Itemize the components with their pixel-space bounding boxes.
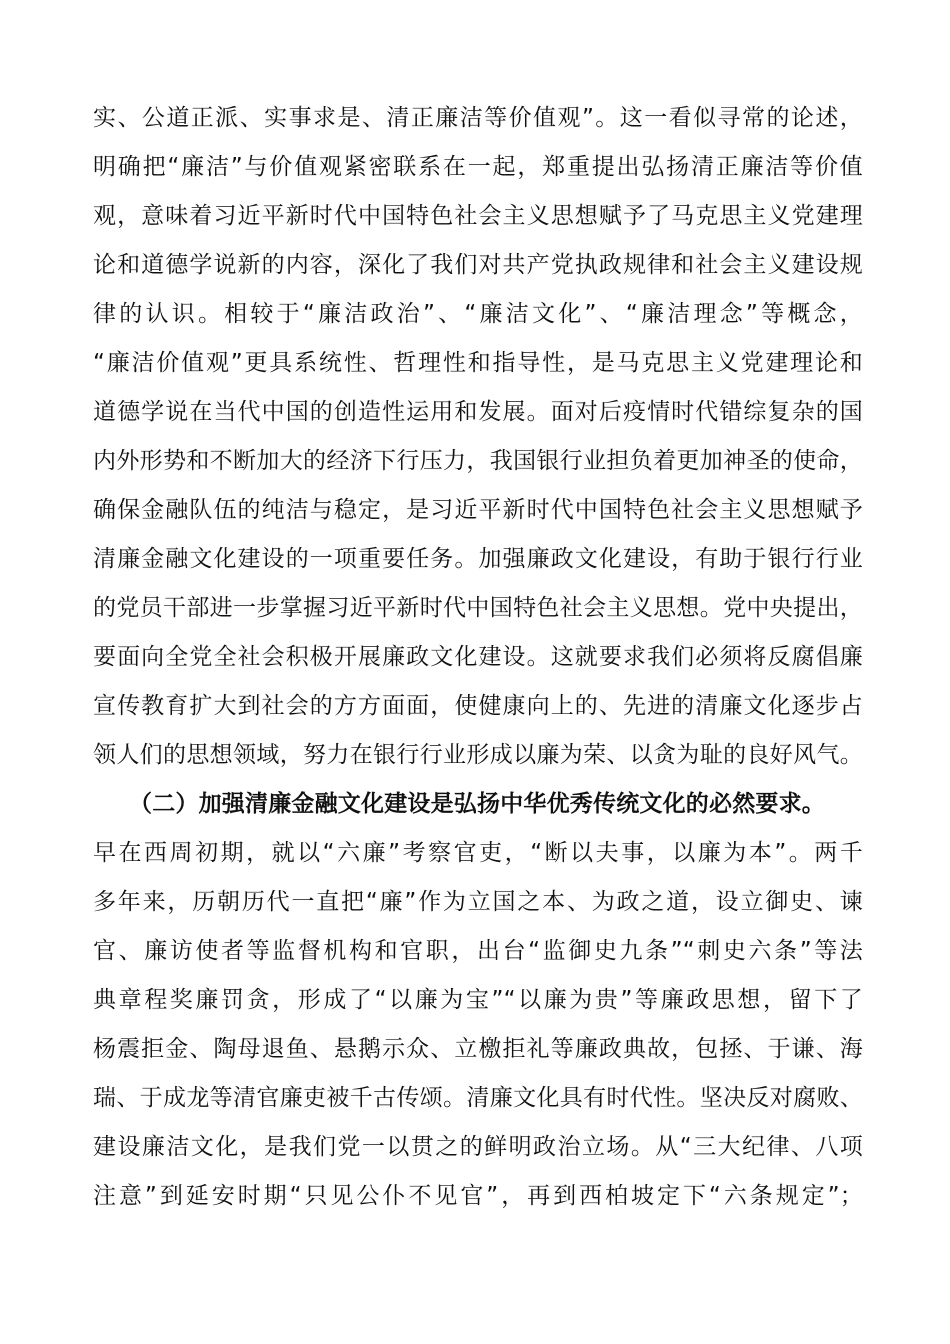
section-heading: （二）加强清廉金融文化建设是弘扬中华优秀传统文化的必然要求。 [129, 791, 825, 817]
paragraph-2-line: 多年来，历朝历代一直把“廉”作为立国之本、为政之道，设立御史、谏 [93, 889, 863, 915]
paragraph-2-line: 瑞、于成龙等清官廉吏被千古传颂。清廉文化具有时代性。坚决反对腐败、 [93, 1085, 863, 1111]
paragraph-1-line: 的党员干部进一步掌握习近平新时代中国特色社会主义思想。党中央提出， [93, 595, 863, 621]
paragraph-1-line: 明确把“廉洁”与价值观紧密联系在一起，郑重提出弘扬清正廉洁等价值 [93, 154, 863, 180]
paragraph-1-line: 内外形势和不断加大的经济下行压力，我国银行业担负着更加神圣的使命， [93, 448, 863, 474]
paragraph-1-line: 清廉金融文化建设的一项重要任务。加强廉政文化建设，有助于银行行业 [93, 546, 863, 572]
paragraph-2-line: 典章程奖廉罚贪，形成了“以廉为宝”“以廉为贵”等廉政思想，留下了 [93, 987, 863, 1013]
paragraph-1-line: 实、公道正派、实事求是、清正廉洁等价值观”。这一看似寻常的论述， [93, 105, 863, 131]
paragraph-2-line: 早在西周初期，就以“六廉”考察官吏，“断以夫事，以廉为本”。两千 [93, 840, 863, 866]
paragraph-2-line: 杨震拒金、陶母退鱼、悬鹅示众、立檄拒礼等廉政典故，包拯、于谦、海 [93, 1036, 863, 1062]
paragraph-1-line: 领人们的思想领域，努力在银行行业形成以廉为荣、以贪为耻的良好风气。 [93, 742, 863, 768]
paragraph-1-line: 道德学说在当代中国的创造性运用和发展。面对后疫情时代错综复杂的国 [93, 399, 863, 425]
paragraph-2-line: 建设廉洁文化，是我们党一以贯之的鲜明政治立场。从“三大纪律、八项 [93, 1134, 863, 1160]
paragraph-1-line: 确保金融队伍的纯洁与稳定，是习近平新时代中国特色社会主义思想赋予 [93, 497, 863, 523]
paragraph-1-line: 宣传教育扩大到社会的方方面面，使健康向上的、先进的清廉文化逐步占 [93, 693, 863, 719]
paragraph-1-line: 观，意味着习近平新时代中国特色社会主义思想赋予了马克思主义党建理 [93, 203, 863, 229]
paragraph-1-line: 律的认识。相较于“廉洁政治”、“廉洁文化”、“廉洁理念”等概念， [93, 301, 863, 327]
paragraph-1-line: 要面向全党全社会积极开展廉政文化建设。这就要求我们必须将反腐倡廉 [93, 644, 863, 670]
paragraph-2-line: 官、廉访使者等监督机构和官职，出台“监御史九条”“刺史六条”等法 [93, 938, 863, 964]
paragraph-2-line: 注意”到延安时期“只见公仆不见官”，再到西柏坡定下“六条规定”； [93, 1183, 863, 1209]
paragraph-1-line: 论和道德学说新的内容，深化了我们对共产党执政规律和社会主义建设规 [93, 252, 863, 278]
paragraph-1-line: “廉洁价值观”更具系统性、哲理性和指导性，是马克思主义党建理论和 [93, 350, 863, 376]
